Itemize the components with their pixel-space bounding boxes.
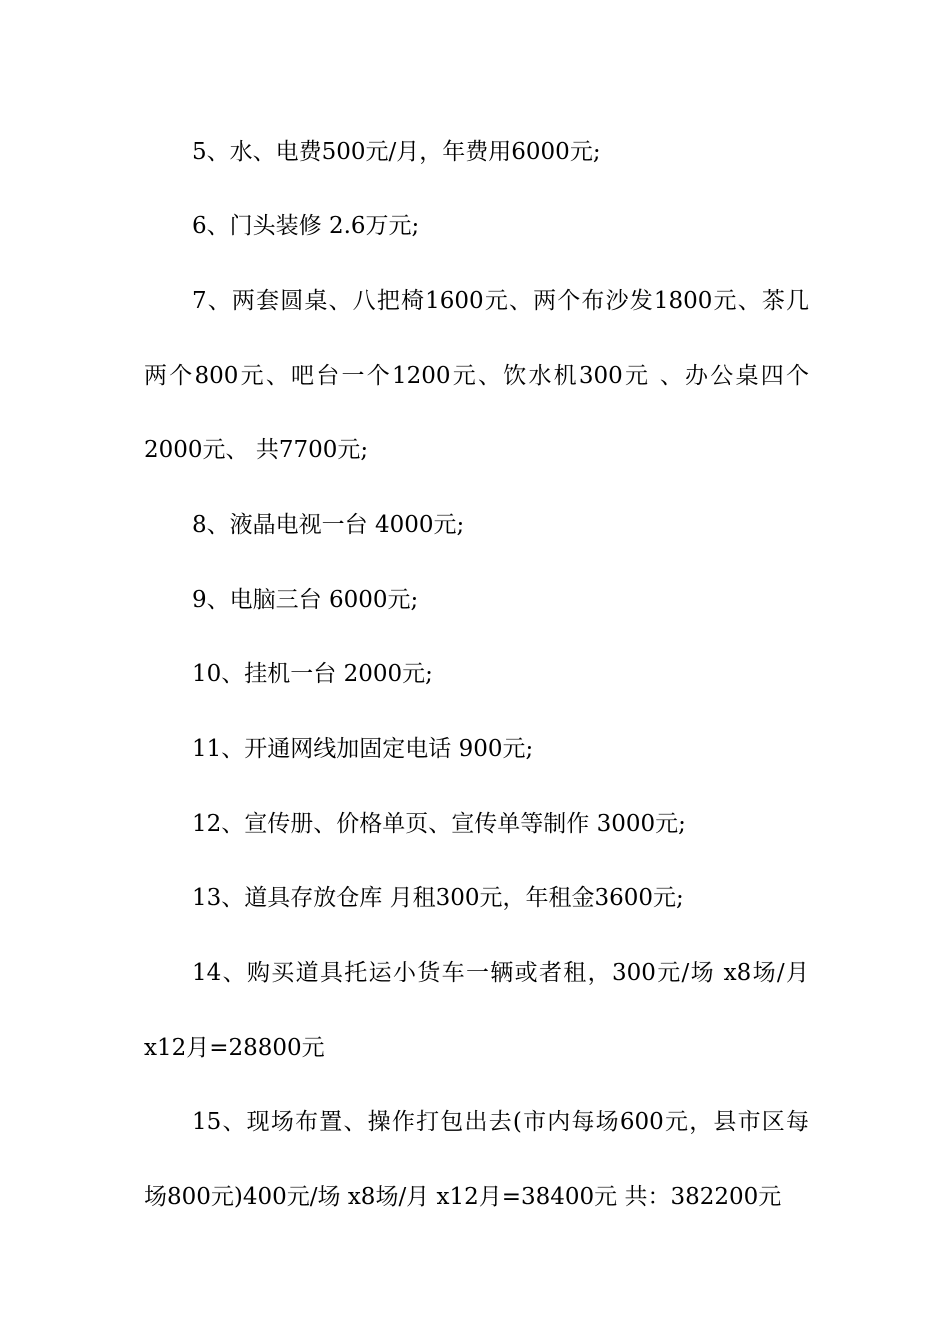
item-14-line-2: x12月=28800元 [144, 1035, 325, 1061]
item-7-line-1: 7、两套圆桌、八把椅1600元、两个布沙发1800元、茶几 [192, 288, 809, 314]
item-9-line: 9、电脑三台 6000元; [192, 587, 419, 613]
item-15-line-1: 15、现场布置、操作打包出去(市内每场600元，县市区每 [192, 1109, 809, 1135]
item-7-line-2: 两个800元、吧台一个1200元、饮水机300元 、办公桌四个 [144, 363, 809, 389]
item-11-line: 11、开通网线加固定电话 900元; [192, 736, 534, 762]
item-6-line: 6、门头装修 2.6万元; [192, 213, 420, 239]
item-12-line: 12、宣传册、价格单页、宣传单等制作 3000元; [192, 811, 686, 837]
item-10-line: 10、挂机一台 2000元; [192, 661, 433, 687]
item-15-line-2: 场800元)400元/场 x8场/月 x12月=38400元 共：382200元 [144, 1184, 782, 1210]
item-7-line-3: 2000元、 共7700元; [144, 437, 369, 463]
item-13-line: 13、道具存放仓库 月租300元，年租金3600元; [192, 885, 684, 911]
item-5-line: 5、水、电费500元/月，年费用6000元; [192, 139, 601, 165]
item-8-line: 8、液晶电视一台 4000元; [192, 512, 465, 538]
item-14-line-1: 14、购买道具托运小货车一辆或者租，300元/场 x8场/月 [192, 960, 809, 986]
